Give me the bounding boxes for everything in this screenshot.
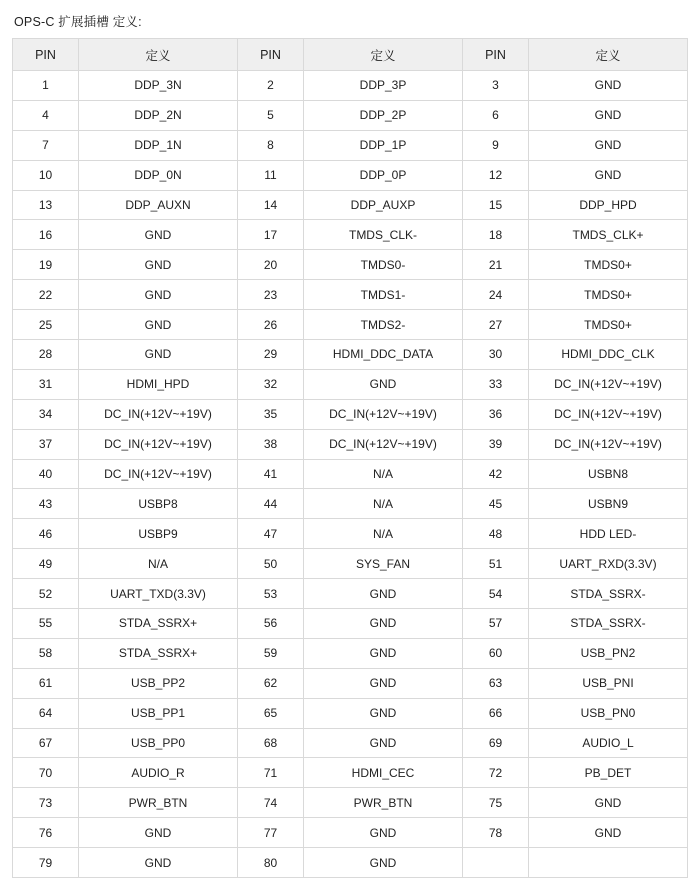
pin-number-cell: 75	[463, 788, 529, 818]
pin-definition-cell: TMDS2-	[304, 310, 463, 340]
pin-number-cell: 67	[13, 728, 79, 758]
pin-number-cell: 19	[13, 250, 79, 280]
pin-number-cell: 78	[463, 818, 529, 848]
pin-number-cell: 18	[463, 220, 529, 250]
pin-number-cell: 20	[238, 250, 304, 280]
pin-definition-cell: DDP_3N	[79, 71, 238, 101]
table-row	[13, 399, 688, 429]
pin-number-cell: 28	[13, 340, 79, 370]
pin-definition-cell: N/A	[304, 519, 463, 549]
table-row	[13, 459, 688, 489]
pin-number-cell: 1	[13, 71, 79, 101]
pin-number-cell: 39	[463, 429, 529, 459]
table-row	[13, 549, 688, 579]
table-body	[13, 71, 688, 878]
column-header-pin-2: PIN	[238, 39, 304, 71]
pin-number-cell: 27	[463, 310, 529, 340]
pin-number-cell: 56	[238, 609, 304, 639]
pin-definition-cell: DC_IN(+12V~+19V)	[79, 459, 238, 489]
pin-definition-cell: GND	[304, 638, 463, 668]
pin-definition-cell: GND	[529, 130, 688, 160]
pin-number-cell: 12	[463, 160, 529, 190]
pin-number-cell: 30	[463, 340, 529, 370]
pin-number-cell: 74	[238, 788, 304, 818]
pin-definition-cell: DC_IN(+12V~+19V)	[529, 399, 688, 429]
pin-definition-cell: DDP_3P	[304, 71, 463, 101]
pin-definition-cell: GND	[304, 609, 463, 639]
pin-number-cell: 16	[13, 220, 79, 250]
pin-definition-cell: TMDS0+	[529, 310, 688, 340]
pin-definition-cell: GND	[79, 220, 238, 250]
pin-number-cell: 13	[13, 190, 79, 220]
pin-definition-cell: TMDS1-	[304, 280, 463, 310]
table-row	[13, 848, 688, 878]
pin-number-cell: 76	[13, 818, 79, 848]
pin-number-cell: 5	[238, 100, 304, 130]
pin-definition-cell: GND	[304, 848, 463, 878]
pin-number-cell: 46	[13, 519, 79, 549]
pin-definition-cell: USB_PNI	[529, 668, 688, 698]
pin-number-cell: 33	[463, 369, 529, 399]
pin-definition-cell: USB_PP0	[79, 728, 238, 758]
pin-definition-cell: HDD LED-	[529, 519, 688, 549]
pin-number-cell: 17	[238, 220, 304, 250]
pin-definition-cell: GND	[529, 71, 688, 101]
pin-definition-cell: N/A	[79, 549, 238, 579]
pin-number-cell: 6	[463, 100, 529, 130]
pin-number-cell: 57	[463, 609, 529, 639]
pin-definition-cell: TMDS0+	[529, 280, 688, 310]
column-header-pin-1: PIN	[13, 39, 79, 71]
pin-number-cell: 8	[238, 130, 304, 160]
pin-number-cell: 25	[13, 310, 79, 340]
pin-definition-cell: GND	[79, 848, 238, 878]
pin-definition-cell: HDMI_DDC_CLK	[529, 340, 688, 370]
pin-definition-cell: TMDS0+	[529, 250, 688, 280]
pin-definition-cell: USB_PP1	[79, 698, 238, 728]
table-row	[13, 280, 688, 310]
pin-number-cell: 50	[238, 549, 304, 579]
table-row	[13, 698, 688, 728]
pin-definition-cell: UART_RXD(3.3V)	[529, 549, 688, 579]
pin-definition-cell: PB_DET	[529, 758, 688, 788]
pin-definition-cell: HDMI_CEC	[304, 758, 463, 788]
pin-number-cell: 34	[13, 399, 79, 429]
pin-number-cell: 52	[13, 579, 79, 609]
pin-number-cell: 53	[238, 579, 304, 609]
pin-definition-cell: DC_IN(+12V~+19V)	[529, 369, 688, 399]
table-row	[13, 668, 688, 698]
table-row	[13, 310, 688, 340]
table-row	[13, 369, 688, 399]
pin-number-cell: 51	[463, 549, 529, 579]
pin-definition-cell: AUDIO_R	[79, 758, 238, 788]
table-row	[13, 788, 688, 818]
pin-number-cell: 31	[13, 369, 79, 399]
pin-number-cell: 22	[13, 280, 79, 310]
pin-number-cell: 64	[13, 698, 79, 728]
table-header-row	[13, 39, 688, 71]
column-header-def-3: 定义	[529, 39, 688, 71]
pin-definition-cell: USBP8	[79, 489, 238, 519]
table-row	[13, 609, 688, 639]
table-row	[13, 728, 688, 758]
pin-number-cell: 9	[463, 130, 529, 160]
pin-number-cell: 72	[463, 758, 529, 788]
pin-definition-cell: N/A	[304, 459, 463, 489]
pin-definition-cell: DDP_AUXP	[304, 190, 463, 220]
pin-definition-cell: DDP_1N	[79, 130, 238, 160]
pin-number-cell: 61	[13, 668, 79, 698]
pin-definition-cell: DDP_0P	[304, 160, 463, 190]
pin-definition-cell: USB_PN2	[529, 638, 688, 668]
pin-definition-cell: GND	[304, 668, 463, 698]
pin-number-cell: 58	[13, 638, 79, 668]
table-row	[13, 250, 688, 280]
pin-number-cell: 73	[13, 788, 79, 818]
pin-definition-table	[12, 38, 688, 878]
table-row	[13, 489, 688, 519]
pin-number-cell: 48	[463, 519, 529, 549]
table-row	[13, 758, 688, 788]
pin-number-cell: 47	[238, 519, 304, 549]
pin-number-cell: 29	[238, 340, 304, 370]
pin-number-cell: 14	[238, 190, 304, 220]
pin-definition-cell: GND	[304, 818, 463, 848]
pin-number-cell: 32	[238, 369, 304, 399]
table-row	[13, 71, 688, 101]
pin-number-cell: 35	[238, 399, 304, 429]
table-caption: OPS-C 扩展插槽 定义:	[14, 15, 142, 29]
pin-definition-cell: DDP_0N	[79, 160, 238, 190]
table-row	[13, 818, 688, 848]
pin-number-cell: 11	[238, 160, 304, 190]
pin-number-cell: 42	[463, 459, 529, 489]
column-header-def-2: 定义	[304, 39, 463, 71]
table-row	[13, 429, 688, 459]
pin-definition-cell: USB_PN0	[529, 698, 688, 728]
pin-number-cell: 45	[463, 489, 529, 519]
pin-definition-cell: GND	[529, 818, 688, 848]
pin-number-cell: 60	[463, 638, 529, 668]
table-row	[13, 130, 688, 160]
pin-number-cell: 55	[13, 609, 79, 639]
pin-number-cell: 71	[238, 758, 304, 788]
pin-definition-cell: DC_IN(+12V~+19V)	[529, 429, 688, 459]
pin-definition-cell: HDMI_DDC_DATA	[304, 340, 463, 370]
pin-definition-cell: DDP_2N	[79, 100, 238, 130]
pin-number-cell: 15	[463, 190, 529, 220]
pin-number-cell: 26	[238, 310, 304, 340]
pin-definition-cell: GND	[529, 100, 688, 130]
pin-definition-cell: USB_PP2	[79, 668, 238, 698]
table-row	[13, 519, 688, 549]
pin-number-cell: 70	[13, 758, 79, 788]
pin-definition-cell: GND	[304, 579, 463, 609]
pin-definition-cell: HDMI_HPD	[79, 369, 238, 399]
pin-number-cell: 38	[238, 429, 304, 459]
pin-definition-cell: GND	[79, 280, 238, 310]
pin-definition-cell: PWR_BTN	[79, 788, 238, 818]
pin-definition-cell: STDA_SSRX+	[79, 609, 238, 639]
pin-definition-cell: DDP_HPD	[529, 190, 688, 220]
table-row	[13, 579, 688, 609]
table-row	[13, 190, 688, 220]
table-row	[13, 160, 688, 190]
pin-definition-cell: DC_IN(+12V~+19V)	[79, 399, 238, 429]
pin-definition-cell: GND	[529, 160, 688, 190]
pin-definition-cell: N/A	[304, 489, 463, 519]
pin-number-cell: 41	[238, 459, 304, 489]
column-header-def-1: 定义	[79, 39, 238, 71]
pin-number-cell: 40	[13, 459, 79, 489]
table-row	[13, 220, 688, 250]
pin-number-cell: 62	[238, 668, 304, 698]
pin-definition-cell: USBN8	[529, 459, 688, 489]
pin-number-cell: 69	[463, 728, 529, 758]
pin-number-cell: 49	[13, 549, 79, 579]
pin-number-cell: 54	[463, 579, 529, 609]
pin-definition-cell: UART_TXD(3.3V)	[79, 579, 238, 609]
pin-definition-cell: STDA_SSRX+	[79, 638, 238, 668]
pin-definition-cell: GND	[79, 310, 238, 340]
pin-definition-cell: GND	[304, 369, 463, 399]
pin-number-cell: 7	[13, 130, 79, 160]
pin-number-cell: 37	[13, 429, 79, 459]
pin-number-cell: 36	[463, 399, 529, 429]
pin-number-cell: 63	[463, 668, 529, 698]
pin-number-cell: 77	[238, 818, 304, 848]
pin-definition-cell: DDP_1P	[304, 130, 463, 160]
pin-definition-cell: USBP9	[79, 519, 238, 549]
pin-definition-cell: TMDS0-	[304, 250, 463, 280]
pin-definition-cell: GND	[79, 818, 238, 848]
pin-definition-cell: DC_IN(+12V~+19V)	[79, 429, 238, 459]
pin-definition-cell: GND	[529, 788, 688, 818]
pin-number-cell: 43	[13, 489, 79, 519]
pin-number-cell: 24	[463, 280, 529, 310]
pin-definition-cell: GND	[79, 250, 238, 280]
pin-number-cell: 10	[13, 160, 79, 190]
pin-number-cell: 2	[238, 71, 304, 101]
pin-definition-cell: DDP_2P	[304, 100, 463, 130]
table-row	[13, 100, 688, 130]
empty-cell	[529, 848, 688, 878]
table-row	[13, 340, 688, 370]
pin-definition-cell: DC_IN(+12V~+19V)	[304, 399, 463, 429]
pin-number-cell: 66	[463, 698, 529, 728]
pin-definition-cell: USBN9	[529, 489, 688, 519]
pin-definition-cell: GND	[79, 340, 238, 370]
pin-definition-cell: DC_IN(+12V~+19V)	[304, 429, 463, 459]
pin-definition-cell: PWR_BTN	[304, 788, 463, 818]
pin-definition-cell: AUDIO_L	[529, 728, 688, 758]
pin-number-cell: 23	[238, 280, 304, 310]
pin-definition-cell: DDP_AUXN	[79, 190, 238, 220]
pin-definition-cell: SYS_FAN	[304, 549, 463, 579]
pin-number-cell: 68	[238, 728, 304, 758]
pin-definition-cell: GND	[304, 728, 463, 758]
pin-definition-cell: GND	[304, 698, 463, 728]
pin-number-cell: 65	[238, 698, 304, 728]
pin-definition-cell: TMDS_CLK+	[529, 220, 688, 250]
pin-number-cell: 44	[238, 489, 304, 519]
pin-number-cell: 3	[463, 71, 529, 101]
table-header	[13, 39, 688, 71]
pin-definition-cell: STDA_SSRX-	[529, 609, 688, 639]
pin-number-cell: 21	[463, 250, 529, 280]
pin-number-cell: 79	[13, 848, 79, 878]
pin-definition-cell: TMDS_CLK-	[304, 220, 463, 250]
table-row	[13, 638, 688, 668]
pin-definition-cell: STDA_SSRX-	[529, 579, 688, 609]
pin-number-cell: 80	[238, 848, 304, 878]
pin-number-cell: 59	[238, 638, 304, 668]
column-header-pin-3: PIN	[463, 39, 529, 71]
empty-cell	[463, 848, 529, 878]
pin-number-cell: 4	[13, 100, 79, 130]
